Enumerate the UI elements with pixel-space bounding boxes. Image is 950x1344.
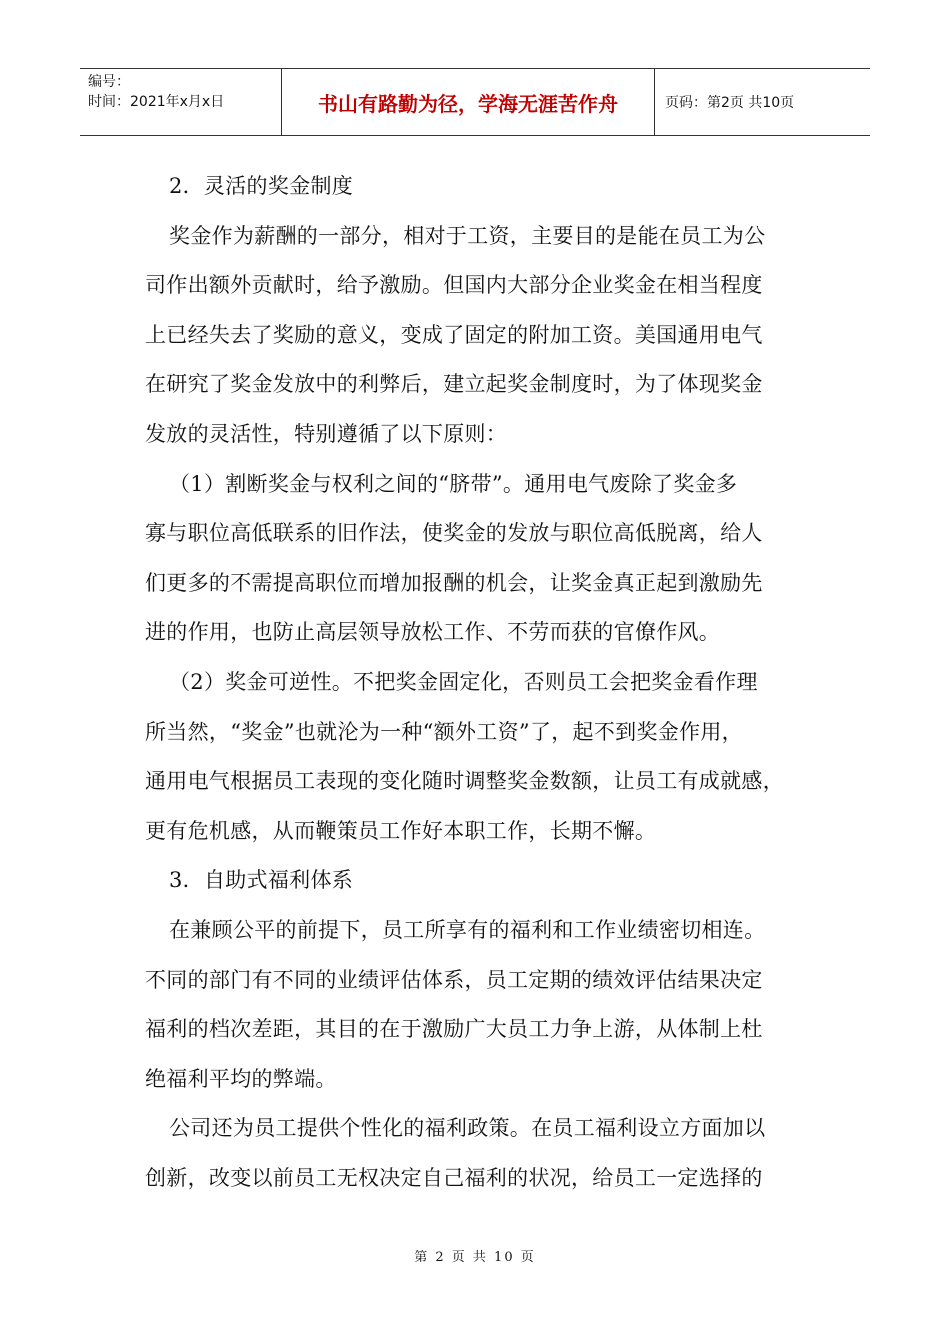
header-meta (80, 69, 282, 135)
paragraph-line: 公司还为员工提供个性化的福利政策。在员工福利设立方面加以 (169, 1116, 766, 1141)
header-page-info: 页码：第2页 共10页 (665, 95, 795, 111)
document-number-label: 编号： (88, 74, 130, 90)
paragraph-line: 不同的部门有不同的业绩评估体系，员工定期的绩效评估结果决定 (145, 967, 763, 992)
section-heading: 3．自助式福利体系 (169, 868, 354, 893)
paragraph-line: 进的作用，也防止高层领导放松工作、不劳而获的官僚作风。 (145, 620, 721, 645)
header-motto: 书山有路勤为径，学海无涯苦作舟 (282, 69, 655, 135)
document-time-label: 时间：2021年x月x日 (88, 94, 225, 110)
page-header (80, 68, 870, 136)
paragraph-line: 通用电气根据员工表现的变化随时调整奖金数额，让员工有成就感， (145, 769, 784, 794)
paragraph-line: 们更多的不需提高职位而增加报酬的机会，让奖金真正起到激励先 (145, 570, 763, 595)
paragraph-line: 绝福利平均的弊端。 (145, 1066, 337, 1091)
paragraph-line: 上已经失去了奖励的意义，变成了固定的附加工资。美国通用电气 (145, 322, 763, 347)
paragraph-line: 更有危机感，从而鞭策员工作好本职工作，长期不懈。 (145, 818, 657, 843)
paragraph-line: 在研究了奖金发放中的利弊后，建立起奖金制度时，为了体现奖金 (145, 372, 763, 397)
paragraph-line: 发放的灵活性，特别遵循了以下原则： (145, 421, 508, 446)
paragraph-line: 奖金作为薪酬的一部分，相对于工资，主要目的是能在员工为公 (169, 223, 766, 248)
paragraph-line: 司作出额外贡献时，给予激励。但国内大部分企业奖金在相当程度 (145, 273, 763, 298)
section-heading: 2．灵活的奖金制度 (169, 174, 354, 198)
paragraph-line: 在兼顾公平的前提下，员工所享有的福利和工作业绩密切相连。 (169, 917, 766, 942)
paragraph-line: （2）奖金可逆性。不把奖金固定化，否则员工会把奖金看作理 (169, 669, 758, 694)
paragraph-line: 所当然，“奖金”也就沦为一种“额外工资”了，起不到奖金作用， (145, 719, 743, 744)
paragraph-line: （1）割断奖金与权利之间的“脐带”。通用电气废除了奖金多 (169, 471, 738, 496)
paragraph-line: 福利的档次差距，其目的在于激励广大员工力争上游，从体制上杜 (145, 1017, 763, 1042)
document-body (145, 162, 825, 1203)
paragraph-line: 创新，改变以前员工无权决定自己福利的状况，给员工一定选择的 (145, 1165, 763, 1190)
page-footer: 第 2 页 共 10 页 (414, 1250, 536, 1265)
paragraph-line: 寡与职位高低联系的旧作法，使奖金的发放与职位高低脱离，给人 (145, 521, 763, 546)
